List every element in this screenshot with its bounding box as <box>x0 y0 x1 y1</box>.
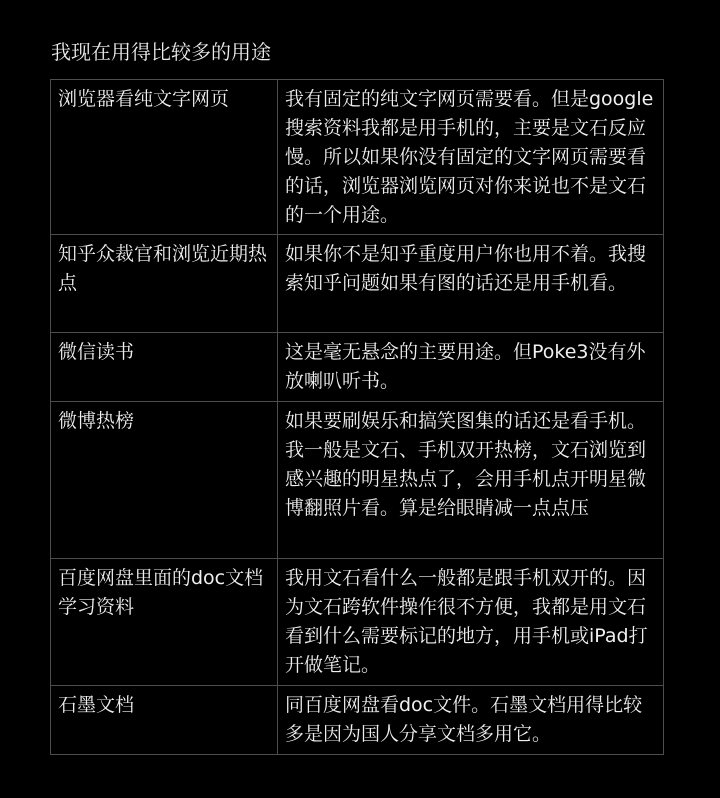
usage-table <box>50 79 664 755</box>
note-cell: 如果你不是知乎重度用户你也用不着。我搜索知乎问题如果有图的话还是用手机看。 <box>278 235 664 333</box>
use-cell: 石墨文档 <box>51 686 278 755</box>
table-row <box>51 686 664 755</box>
table-row <box>51 402 664 559</box>
note-cell: 我有固定的纯文字网页需要看。但是google搜索资料我都是用手机的，主要是文石反应慢。所以如果你没有固定的文字网页需要看的话，浏览器浏览网页对你来说也不是文石的一个用途。 <box>278 80 664 235</box>
note-cell: 同百度网盘看doc文件。石墨文档用得比较多是因为国人分享文档多用它。 <box>278 686 664 755</box>
use-cell: 百度网盘里面的doc文档学习资料 <box>51 559 278 686</box>
use-cell: 微信读书 <box>51 333 278 402</box>
table-row <box>51 559 664 686</box>
use-cell: 浏览器看纯文字网页 <box>51 80 278 235</box>
note-cell: 如果要刷娱乐和搞笑图集的话还是看手机。我一般是文石、手机双开热榜，文石浏览到感兴趣的明星热点了，会用手机点开明星微博翻照片看。算是给眼睛减一点点压 <box>278 402 664 559</box>
use-cell: 微博热榜 <box>51 402 278 559</box>
note-cell: 我用文石看什么一般都是跟手机双开的。因为文石跨软件操作很不方便，我都是用文石看到什么需要标记的地方，用手机或iPad打开做笔记。 <box>278 559 664 686</box>
use-cell: 知乎众裁官和浏览近期热点 <box>51 235 278 333</box>
table-row <box>51 333 664 402</box>
table-row <box>51 80 664 235</box>
table-row <box>51 235 664 333</box>
page-title: 我现在用得比较多的用途 <box>51 40 271 64</box>
note-cell: 这是毫无悬念的主要用途。但Poke3没有外放喇叭听书。 <box>278 333 664 402</box>
